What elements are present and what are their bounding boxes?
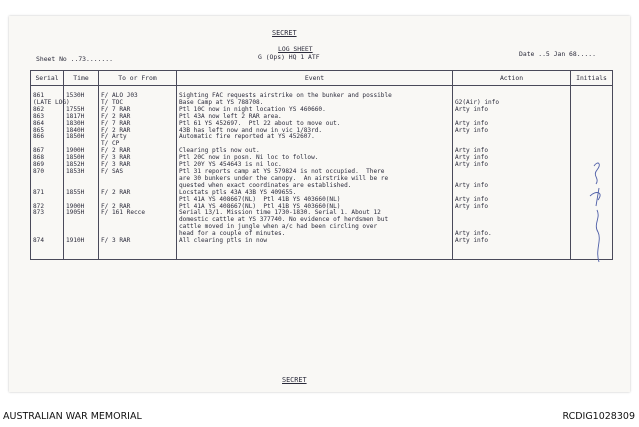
cell-time: 1830H: [64, 121, 99, 128]
security-classification-top: SECRET: [272, 29, 297, 37]
cell-action: Arty info: [453, 148, 571, 155]
archive-reference: RCDIG1028309: [562, 411, 635, 422]
cell-to-or-from: F/ 2 RAR: [99, 190, 177, 204]
security-classification-bottom: SECRET: [282, 376, 307, 384]
cell-to-or-from: F/ 2 RAR: [99, 204, 177, 211]
table-row: [31, 210, 613, 238]
cell-serial: 861 (LATE LOG): [31, 93, 64, 107]
cell-time: 1853H: [64, 169, 99, 190]
cell-to-or-from: F/ Arty T/ CP: [99, 134, 177, 148]
cell-action: Arty info Arty info: [453, 155, 571, 169]
cell-initials: [571, 134, 613, 148]
table-row: [31, 238, 613, 245]
table-row: [31, 190, 613, 204]
cell-time: 1817H: [64, 114, 99, 121]
cell-event: Serial 13/1. Mission time 1730-1830. Serial 1. About 12 domestic cattle at YS 377740. No evidence of herdsmen but cattle moved in jungle when a/c had been circling over head for a couple of minutes.: [177, 210, 453, 238]
log-table-header: [31, 71, 613, 86]
cell-event: Ptl 41A YS 408667(NL) Ptl 41B YS 403660(NL): [177, 204, 453, 211]
unit-title: G (Ops) HQ 1 ATF: [258, 53, 320, 61]
cell-event: Ptl 10C now in night location YS 460660.: [177, 107, 453, 114]
cell-serial: 863: [31, 114, 64, 121]
cell-action: G2(Air) info: [453, 93, 571, 107]
cell-time: 1850H 1852H: [64, 155, 99, 169]
archive-credit: AUSTRALIAN WAR MEMORIAL: [3, 411, 142, 422]
cell-action: Arty info: [453, 169, 571, 190]
cell-time: 1855H: [64, 190, 99, 204]
cell-serial: 868 869: [31, 155, 64, 169]
log-sheet-title: LOG SHEET: [278, 45, 313, 53]
cell-to-or-from: F/ 161 Recce: [99, 210, 177, 238]
cell-time: 1755H: [64, 107, 99, 114]
column-header-serial: Serial: [31, 71, 64, 86]
cell-to-or-from: F/ SAS: [99, 169, 177, 190]
cell-event: All clearing ptls in now: [177, 238, 453, 245]
cell-to-or-from: F/ 2 RAR: [99, 148, 177, 155]
cell-action: Arty info: [453, 190, 571, 204]
column-header-to-or-from: To or From: [99, 71, 177, 86]
cell-action: Arty info.: [453, 210, 571, 238]
cell-event: Automatic fire reported at YS 452607.: [177, 134, 453, 148]
cell-time: 1840H: [64, 128, 99, 135]
cell-to-or-from: F/ 7 RAR: [99, 121, 177, 128]
cell-action: Arty info: [453, 121, 571, 128]
cell-serial: 871: [31, 190, 64, 204]
column-header-action: Action: [453, 71, 571, 86]
cell-time: 1905H: [64, 210, 99, 238]
column-header-time: Time: [64, 71, 99, 86]
cell-serial: 874: [31, 238, 64, 245]
cell-time: 1900H: [64, 204, 99, 211]
cell-time: 1850H: [64, 134, 99, 148]
table-row: [31, 134, 613, 148]
cell-action: Arty info: [453, 107, 571, 114]
cell-serial: 864: [31, 121, 64, 128]
cell-time: 1900H: [64, 148, 99, 155]
sheet-date: Date ..5 Jan 68.....: [519, 50, 596, 58]
cell-action: Arty info: [453, 128, 571, 135]
cell-to-or-from: F/ ALO J03 T/ TOC: [99, 93, 177, 107]
cell-initials: [571, 114, 613, 121]
cell-to-or-from: F/ 3 RAR: [99, 238, 177, 245]
log-table: [30, 70, 613, 260]
cell-action: [453, 134, 571, 148]
cell-time: 1910H: [64, 238, 99, 245]
cell-event: 43B has left now and now in vic 1/83rd.: [177, 128, 453, 135]
cell-event: Ptl 43A now left 2 RAR area.: [177, 114, 453, 121]
cell-action: Arty info: [453, 238, 571, 245]
cell-initials: [571, 93, 613, 107]
cell-serial: 870: [31, 169, 64, 190]
table-row: [31, 155, 613, 169]
cell-serial: 873: [31, 210, 64, 238]
cell-to-or-from: F/ 7 RAR: [99, 107, 177, 114]
cell-initials: [571, 107, 613, 114]
cell-time: 1530H: [64, 93, 99, 107]
cell-event: Locstats ptls 43A 43B YS 409655. Ptl 41A YS 408667(NL) Ptl 41B YS 403660(NL): [177, 190, 453, 204]
cell-event: Ptl 20C now in posn. Ni loc to follow. Ptl 20Y YS 454643 is ni loc.: [177, 155, 453, 169]
cell-event: Ptl 61 YS 452697. Ptl 22 about to move out.: [177, 121, 453, 128]
cell-serial: 872: [31, 204, 64, 211]
cell-to-or-from: F/ 2 RAR: [99, 114, 177, 121]
table-filler-row: [31, 245, 613, 260]
cell-event: Sighting FAC requests airstrike on the bunker and possible Base Camp at YS 788708.: [177, 93, 453, 107]
cell-initials: [571, 121, 613, 128]
cell-serial: 867: [31, 148, 64, 155]
cell-serial: 865: [31, 128, 64, 135]
cell-to-or-from: F/ 2 RAR: [99, 128, 177, 135]
cell-action: Arty info: [453, 204, 571, 211]
column-header-event: Event: [177, 71, 453, 86]
cell-initials: [571, 128, 613, 135]
cell-event: Ptl 31 reports camp at YS 579824 is not occupied. There are 30 bunkers under the canopy. An airstrike will be re quested when exact coordinates are established.: [177, 169, 453, 190]
table-row: [31, 93, 613, 107]
table-row: [31, 169, 613, 190]
handwritten-initials-mark: [586, 158, 610, 268]
cell-initials: [571, 148, 613, 155]
sheet-number: Sheet No ..73.......: [36, 55, 113, 63]
cell-to-or-from: F/ 3 RAR F/ 3 RAR: [99, 155, 177, 169]
cell-serial: 862: [31, 107, 64, 114]
cell-serial: 866: [31, 134, 64, 148]
cell-event: Clearing ptls now out.: [177, 148, 453, 155]
log-table-body: [31, 86, 613, 260]
column-header-initials: Initials: [571, 71, 613, 86]
